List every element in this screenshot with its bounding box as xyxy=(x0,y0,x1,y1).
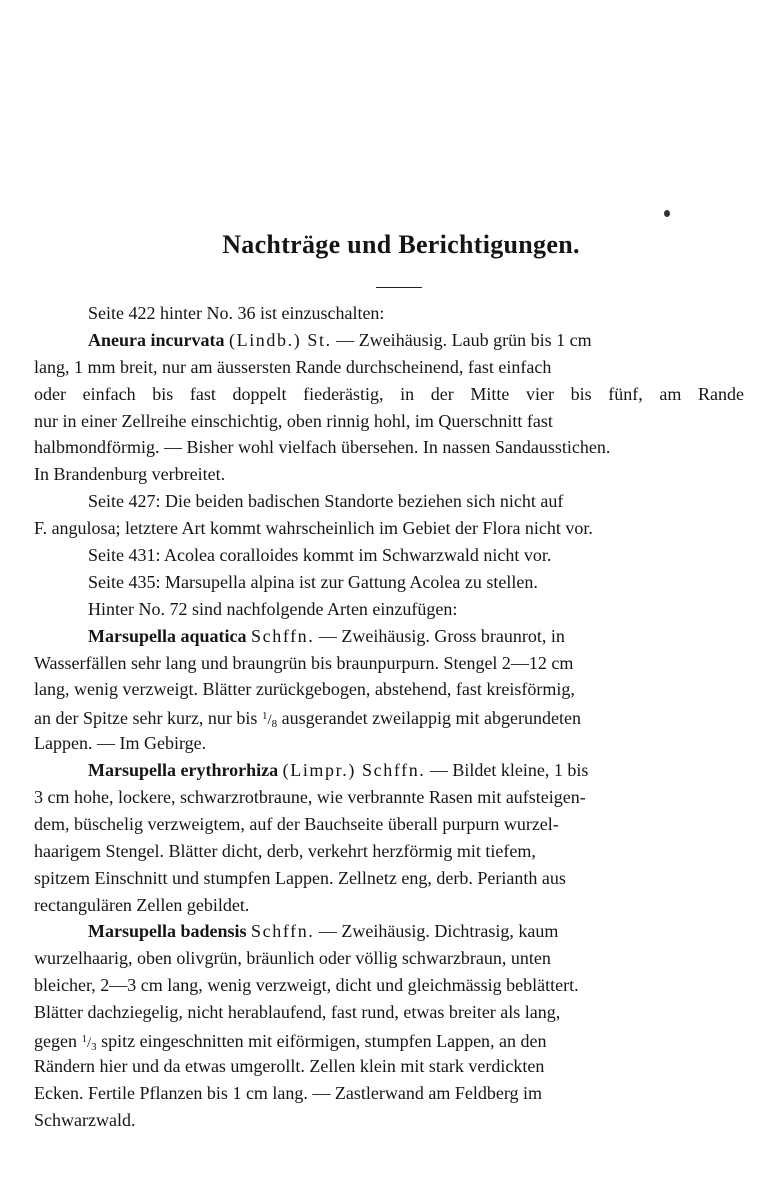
species-name: Marsupella aquatica xyxy=(88,625,247,646)
text-line: Rändern hier und da etwas umgerollt. Zellen klein mit stark verdickten xyxy=(34,1055,545,1076)
species-author: Schffn. xyxy=(251,921,315,942)
text-span: — Zweihäusig. Gross braunrot, in xyxy=(318,625,565,646)
text-line: Schwarzwald. xyxy=(34,1109,136,1130)
species-name: Aneura incurvata xyxy=(88,329,225,350)
badensis-entry-line xyxy=(34,918,744,945)
text-line: Wasserfällen sehr lang und braungrün bis braunpurpurn. Stengel 2—12 cm xyxy=(34,652,574,673)
fraction-line xyxy=(34,1026,744,1053)
fraction-numerator: 1 xyxy=(81,1033,87,1046)
text-span: an der Spitze sehr kurz, nur bis xyxy=(34,708,258,729)
fraction-line xyxy=(34,703,744,730)
text-line: halbmondförmig. — Bisher wohl vielfach übersehen. In nassen Sandausstichen. xyxy=(34,437,611,458)
text-line: spitzem Einschnitt und stumpfen Lappen. Zellnetz eng, derb. Perianth aus xyxy=(34,867,566,888)
fraction: $^1/_3$ xyxy=(81,1033,97,1054)
text-line: Seite 422 hinter No. 36 ist einzuschalten: xyxy=(88,303,385,323)
text-line: Lappen. — Im Gebirge. xyxy=(34,733,207,754)
species-name: Marsupella erythrorhiza xyxy=(88,760,279,781)
fraction-denominator: 8 xyxy=(271,718,278,731)
fraction-numerator: 1 xyxy=(261,710,268,723)
text-line: Seite 435: Marsupella alpina ist zur Gattung Acolea zu stellen. xyxy=(88,571,538,592)
erythrorhiza-entry-line xyxy=(34,757,744,784)
text-line: oder einfach bis fast doppelt fiederästig, in der Mitte vier bis fünf, am Rande xyxy=(34,383,745,404)
text-line: nur in einer Zellreihe einschichtig, oben rinnig hohl, im Querschnitt fast xyxy=(34,410,553,431)
text-span: — Zweihäusig. Dichtrasig, kaum xyxy=(318,921,559,942)
page-title: Nachträge und Berichtigungen. xyxy=(222,230,580,259)
text-line: Seite 431: Acolea coralloides kommt im Schwarzwald nicht vor. xyxy=(88,545,552,566)
text-line: dem, büschelig verzweigtem, auf der Bauchseite überall purpurn wurzel- xyxy=(34,813,559,834)
text-line: haarigem Stengel. Blätter dicht, derb, verkehrt herzförmig mit tiefem, xyxy=(34,840,536,861)
species-author: (Lindb.) St. xyxy=(229,329,332,350)
text-span: — Zweihäusig. Laub grün bis 1 cm xyxy=(336,329,592,350)
text-line: lang, 1 mm breit, nur am äussersten Rande durchscheinend, fast einfach xyxy=(34,356,552,377)
text-line: wurzelhaarig, oben olivgrün, bräunlich oder völlig schwarzbraun, unten xyxy=(34,948,551,969)
text-line: F. angulosa; letztere Art kommt wahrscheinlich im Gebiet der Flora nicht vor. xyxy=(34,518,593,539)
species-author: (Limpr.) Schffn. xyxy=(282,760,426,781)
text-span: — Bildet kleine, 1 bis xyxy=(429,760,589,781)
text-line: Hinter No. 72 sind nachfolgende Arten einzufügen: xyxy=(88,598,458,619)
text-span: spitz eingeschnitten mit eiförmigen, stumpfen Lappen, an den xyxy=(101,1031,547,1052)
fraction-denominator: 3 xyxy=(91,1041,97,1054)
aneura-entry-line xyxy=(34,327,744,354)
text-line: rectangulären Zellen gebildet. xyxy=(34,894,250,915)
title-rule xyxy=(376,287,422,288)
fraction: $^1/_8$ xyxy=(261,710,278,731)
text-line: In Brandenburg verbreitet. xyxy=(34,464,226,485)
text-line: Seite 427: Die beiden badischen Standorte beziehen sich nicht auf xyxy=(88,491,564,512)
text-line: Blätter dachziegelig, nicht herablaufend, fast rund, etwas breiter als lang, xyxy=(34,1002,561,1023)
document-page xyxy=(34,0,744,1200)
text-line: lang, wenig verzweigt. Blätter zurückgebogen, abstehend, fast kreisförmig, xyxy=(34,679,575,700)
species-author: Schffn. xyxy=(251,625,315,646)
text-line: Ecken. Fertile Pflanzen bis 1 cm lang. — Zastlerwand am Feldberg im xyxy=(34,1082,543,1103)
text-line: 3 cm hohe, lockere, schwarzrotbraune, wie verbrannte Rasen mit aufsteigen- xyxy=(34,787,586,808)
text-span: ausgerandet zweilappig mit abgerundeten xyxy=(281,708,581,729)
text-line: bleicher, 2—3 cm lang, wenig verzweigt, dicht und gleichmässig beblättert. xyxy=(34,975,579,996)
text-span: gegen xyxy=(34,1031,77,1052)
page-body xyxy=(34,300,744,1134)
aquatica-entry-line xyxy=(34,623,744,650)
species-name: Marsupella badensis xyxy=(88,921,247,942)
ink-speck xyxy=(664,210,670,217)
